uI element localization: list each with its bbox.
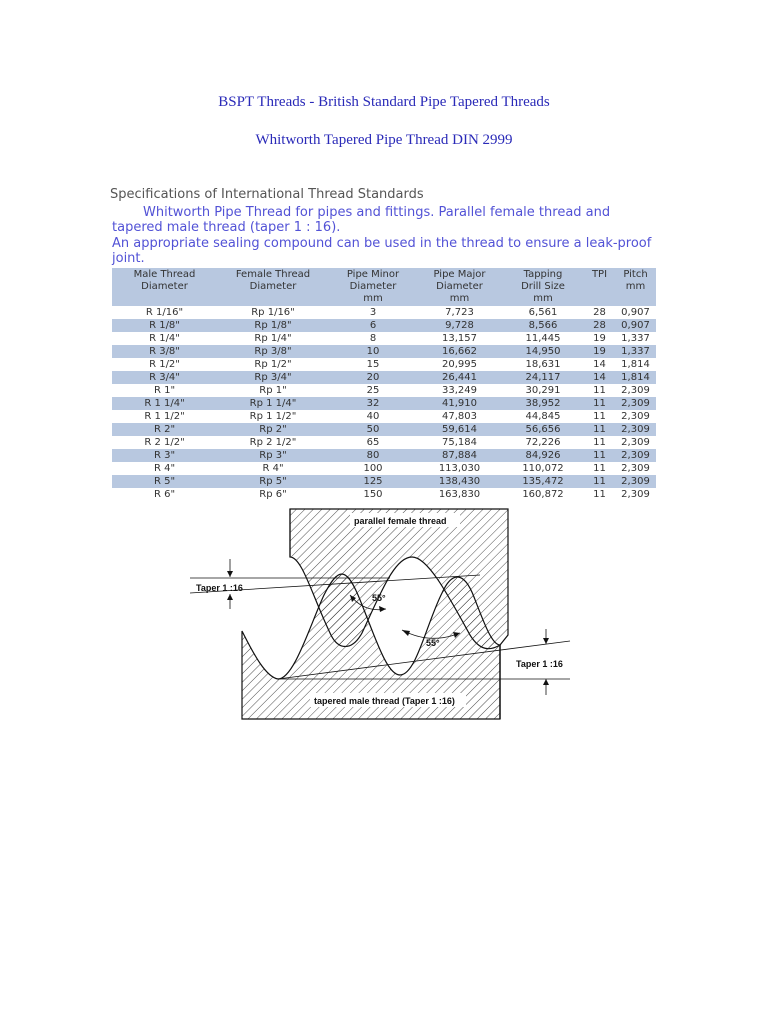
table-cell: 75,184 xyxy=(442,437,477,448)
table-cell: Rp 2" xyxy=(217,423,329,436)
table-cell: 41,910 xyxy=(417,397,502,410)
table-cell: 9,728 xyxy=(417,319,502,332)
table-cell: 11,445 xyxy=(525,333,561,344)
table-cell: R 1 1/4" xyxy=(112,397,217,410)
table-cell: 30,291 xyxy=(525,385,561,396)
table-cell: R 1/4" xyxy=(149,333,180,344)
intro-paragraph: Whitworth Pipe Thread for pipes and fittings. Parallel female thread and tapered male thread (taper 1 : 16). xyxy=(112,205,611,235)
table-cell: 72,226 xyxy=(525,437,561,448)
table-cell: 10 xyxy=(329,345,417,358)
table-cell: 1,337 xyxy=(615,345,656,358)
table-cell: 28 xyxy=(584,319,615,332)
table-cell: R 4" xyxy=(262,463,284,474)
header-pipe-minor: Pipe Minor Diameter mm xyxy=(329,268,417,306)
table-cell: R 1/2" xyxy=(149,359,180,370)
table-cell: 14,950 xyxy=(502,345,584,358)
table-cell: 2,309 xyxy=(621,385,650,396)
table-row xyxy=(112,358,656,371)
table-cell: 87,884 xyxy=(417,449,502,462)
table-cell: 6 xyxy=(329,319,417,332)
table-cell: 24,117 xyxy=(502,371,584,384)
table-cell: 2,309 xyxy=(621,463,650,474)
page-title: BSPT Threads - British Standard Pipe Tapered Threads xyxy=(218,94,550,110)
header-tpi: TPI xyxy=(584,268,615,306)
label-taper-right: Taper 1 :16 xyxy=(516,659,563,669)
table-row xyxy=(112,423,656,436)
thread-profile-diagram xyxy=(190,505,590,723)
table-row xyxy=(112,449,656,462)
table-cell: Rp 1" xyxy=(259,385,287,396)
table-cell: 56,656 xyxy=(502,423,584,436)
table-cell: 11 xyxy=(584,475,615,488)
table-cell: 26,441 xyxy=(417,371,502,384)
table-cell: Rp 6" xyxy=(259,489,287,500)
table-cell: 32 xyxy=(329,397,417,410)
table-cell: 2,309 xyxy=(615,423,656,436)
table-cell: 2,309 xyxy=(615,397,656,410)
table-cell: 19 xyxy=(593,333,606,344)
header-male-thread: Male Thread Diameter xyxy=(112,268,217,306)
table-cell: 11 xyxy=(593,411,606,422)
table-cell: 3 xyxy=(369,307,377,318)
table-row xyxy=(112,475,656,488)
table-cell: R 3" xyxy=(112,449,217,462)
table-cell: R 1 1/2" xyxy=(144,411,185,422)
section-heading: Specifications of International Thread Standards xyxy=(110,187,424,202)
table-cell: 163,830 xyxy=(438,489,481,500)
table-cell: Rp 1 1/2" xyxy=(249,411,297,422)
table-cell: 80 xyxy=(329,449,417,462)
header-tapping-drill: Tapping Drill Size mm xyxy=(502,268,584,306)
table-cell: 6,561 xyxy=(528,307,558,318)
table-cell: Rp 1/4" xyxy=(254,333,292,344)
table-cell: 11 xyxy=(593,463,606,474)
table-header-row xyxy=(112,268,656,306)
table-cell: Rp 2 1/2" xyxy=(249,437,297,448)
table-cell: Rp 1/8" xyxy=(217,319,329,332)
table-cell: R 3/4" xyxy=(112,371,217,384)
table-cell: 100 xyxy=(363,463,383,474)
table-cell: 1,814 xyxy=(615,371,656,384)
table-cell: 8 xyxy=(369,333,377,344)
table-cell: 14 xyxy=(584,371,615,384)
table-row xyxy=(112,397,656,410)
table-cell: R 2 1/2" xyxy=(144,437,185,448)
table-cell: 40 xyxy=(366,411,380,422)
table-cell: 44,845 xyxy=(525,411,561,422)
table-cell: R 1/8" xyxy=(112,319,217,332)
table-cell: 50 xyxy=(329,423,417,436)
table-cell: 150 xyxy=(363,489,383,500)
table-cell: 14 xyxy=(593,359,606,370)
table-row xyxy=(112,306,656,319)
page-subtitle: Whitworth Tapered Pipe Thread DIN 2999 xyxy=(255,132,513,148)
table-cell: 11 xyxy=(593,385,606,396)
label-tapered-male: tapered male thread (Taper 1 :16) xyxy=(314,696,455,706)
table-cell: Rp 1 1/4" xyxy=(217,397,329,410)
table-cell: 38,952 xyxy=(502,397,584,410)
table-row xyxy=(112,371,656,384)
table-cell: 20 xyxy=(329,371,417,384)
table-cell: R 4" xyxy=(153,463,176,474)
table-row xyxy=(112,410,656,423)
table-cell: 65 xyxy=(366,437,380,448)
table-row xyxy=(112,436,656,449)
table-cell: 19 xyxy=(584,345,615,358)
table-cell: 33,249 xyxy=(442,385,477,396)
table-cell: 0,907 xyxy=(615,319,656,332)
table-cell: 28 xyxy=(593,307,606,318)
table-cell: 11 xyxy=(593,437,606,448)
table-cell: 2,309 xyxy=(621,489,650,500)
table-cell: 7,723 xyxy=(445,307,474,318)
table-cell: Rp 1/2" xyxy=(254,359,292,370)
table-cell: 2,309 xyxy=(615,449,656,462)
table-row xyxy=(112,488,656,501)
table-cell: 20,995 xyxy=(442,359,477,370)
table-cell: Rp 3" xyxy=(217,449,329,462)
table-cell: 160,872 xyxy=(522,489,564,500)
table-row xyxy=(112,345,656,358)
table-cell: 1,814 xyxy=(621,359,650,370)
table-cell: 18,631 xyxy=(525,359,561,370)
table-cell: 0,907 xyxy=(621,307,650,318)
table-row xyxy=(112,332,656,345)
table-cell: Rp 3/8" xyxy=(217,345,329,358)
table-cell: 135,472 xyxy=(502,475,584,488)
table-cell: 2,309 xyxy=(621,411,650,422)
table-cell: R 5" xyxy=(112,475,217,488)
table-cell: R 3/8" xyxy=(112,345,217,358)
thread-spec-table xyxy=(112,268,656,501)
table-cell: 138,430 xyxy=(417,475,502,488)
table-row xyxy=(112,384,656,397)
table-row xyxy=(112,462,656,475)
table-cell: 110,072 xyxy=(522,463,564,474)
table-cell: 11 xyxy=(593,489,606,500)
label-angle-upper: 55° xyxy=(372,593,386,603)
table-cell: 25 xyxy=(366,385,380,396)
table-cell: 8,566 xyxy=(502,319,584,332)
table-cell: 16,662 xyxy=(417,345,502,358)
label-parallel-female: parallel female thread xyxy=(354,516,447,526)
table-cell: 15 xyxy=(366,359,380,370)
table-cell: Rp 3/4" xyxy=(217,371,329,384)
table-cell: R 6" xyxy=(153,489,176,500)
table-row xyxy=(112,319,656,332)
table-cell: 11 xyxy=(584,397,615,410)
label-taper-left: Taper 1 :16 xyxy=(196,583,243,593)
header-female-thread: Female Thread Diameter xyxy=(217,268,329,306)
table-cell: 47,803 xyxy=(442,411,477,422)
label-angle-lower: 55° xyxy=(426,638,440,648)
table-cell: Rp 1/16" xyxy=(251,307,295,318)
table-cell: 11 xyxy=(584,449,615,462)
table-cell: 113,030 xyxy=(438,463,481,474)
header-pipe-major: Pipe Major Diameter mm xyxy=(417,268,502,306)
table-cell: R 1" xyxy=(153,385,176,396)
sealing-note: An appropriate sealing compound can be used in the thread to ensure a leak-proof joint. xyxy=(112,236,652,266)
table-cell: 2,309 xyxy=(621,437,650,448)
table-cell: 2,309 xyxy=(615,475,656,488)
header-pitch: Pitch mm xyxy=(615,268,656,306)
table-cell: R 1/16" xyxy=(145,307,184,318)
table-cell: 1,337 xyxy=(621,333,650,344)
table-cell: 125 xyxy=(329,475,417,488)
table-cell: R 2" xyxy=(112,423,217,436)
table-cell: 59,614 xyxy=(417,423,502,436)
table-cell: Rp 5" xyxy=(217,475,329,488)
table-cell: 13,157 xyxy=(442,333,477,344)
table-cell: 11 xyxy=(584,423,615,436)
table-cell: 84,926 xyxy=(502,449,584,462)
